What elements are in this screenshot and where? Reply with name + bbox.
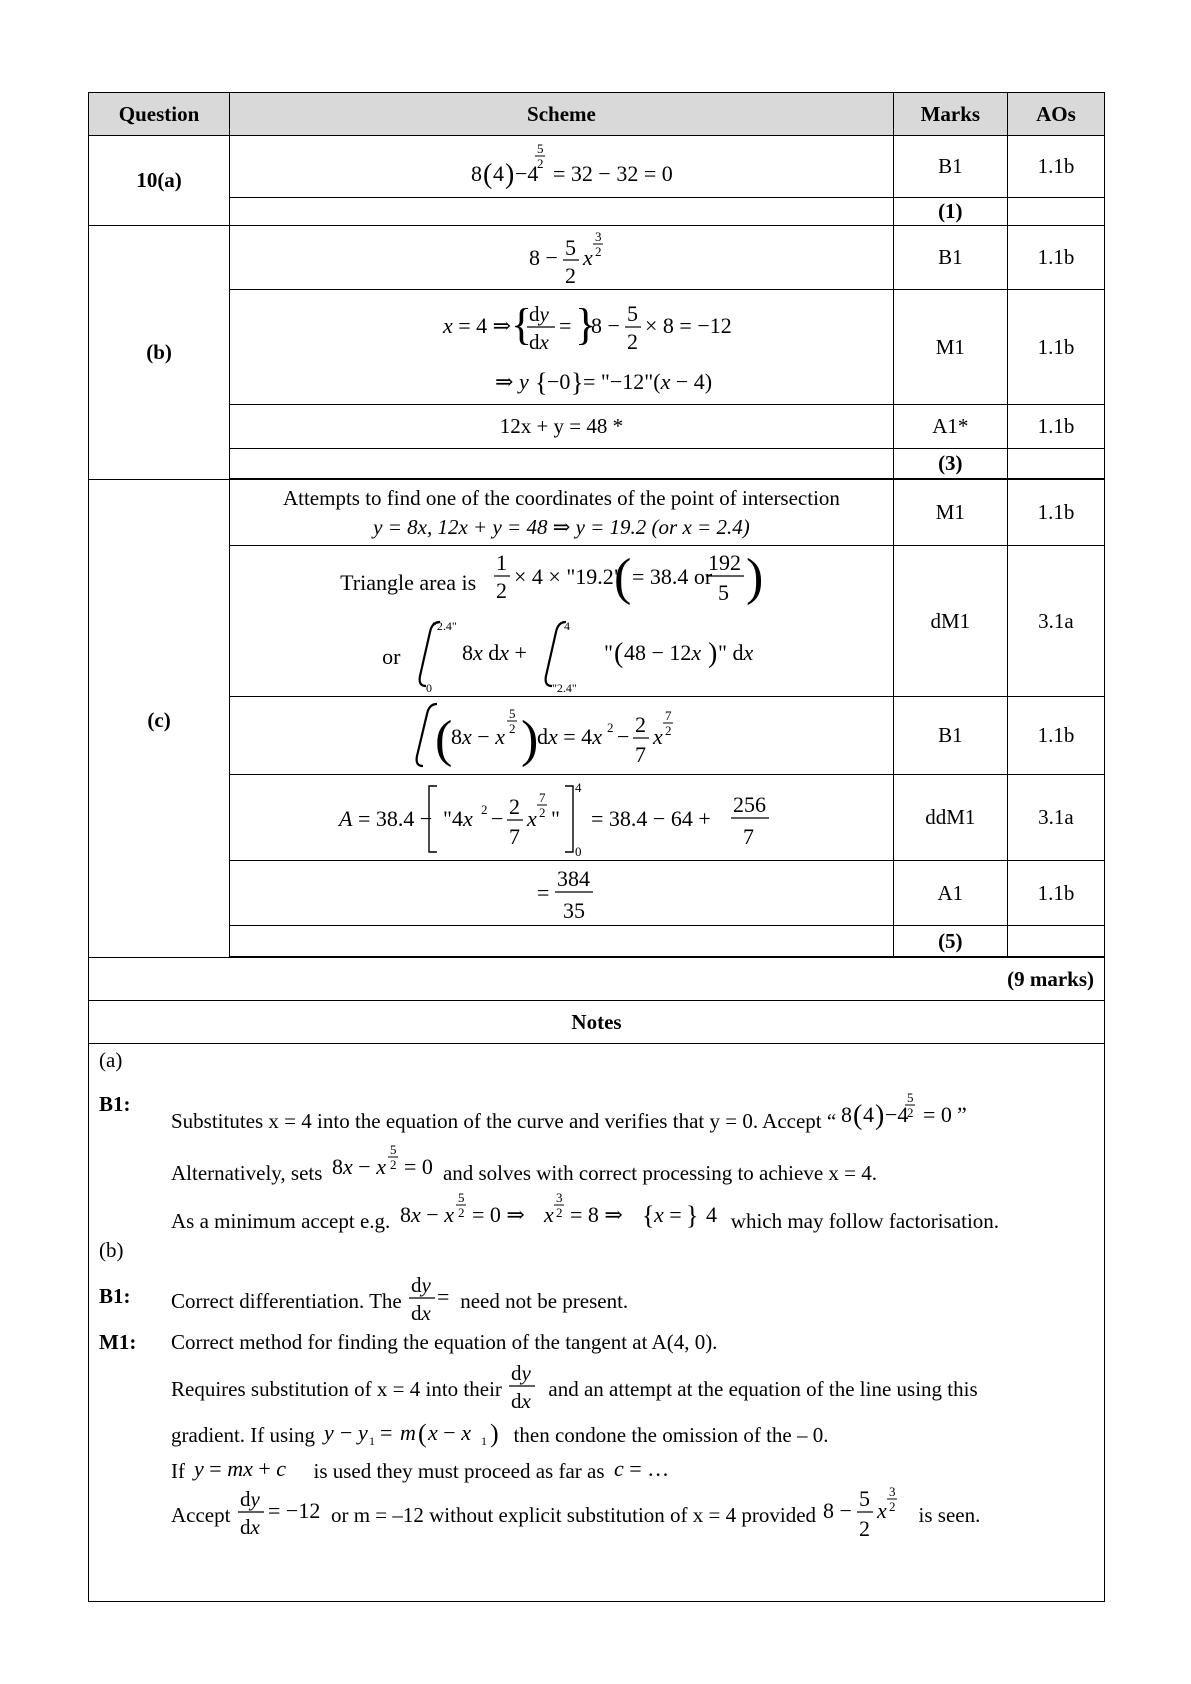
math-10c-area bbox=[230, 546, 893, 696]
svg-text:7: 7 bbox=[665, 707, 672, 723]
mark-scheme-table bbox=[88, 92, 1105, 1602]
math-note-dydx bbox=[407, 1270, 455, 1328]
total-marks: (9 marks) bbox=[89, 958, 1105, 1001]
svg-text:y: y bbox=[324, 1420, 335, 1445]
mark-10b-1: B1 bbox=[893, 226, 1007, 290]
notes-grad-text2: then condone the omission of the – 0. bbox=[513, 1423, 829, 1447]
ao-10c-4: 3.1a bbox=[1007, 775, 1104, 861]
svg-text:−: − bbox=[617, 723, 630, 749]
svg-text:2: 2 bbox=[889, 1499, 896, 1514]
math-10b-derivative bbox=[461, 227, 661, 289]
notes-if-text1: If bbox=[171, 1459, 185, 1483]
math-10c-final bbox=[501, 862, 621, 924]
svg-text:−4: −4 bbox=[885, 1102, 909, 1127]
svg-text:2: 2 bbox=[509, 793, 521, 819]
svg-text:dx = 4x: dx = 4x bbox=[537, 723, 603, 749]
ao-10b-1: 1.1b bbox=[1007, 226, 1104, 290]
svg-text:2: 2 bbox=[607, 719, 614, 735]
svg-text:=: = bbox=[436, 1284, 450, 1309]
ao-10c-2: 3.1a bbox=[1007, 546, 1104, 697]
svg-text:(: ( bbox=[614, 638, 624, 669]
notes-grad bbox=[171, 1414, 829, 1450]
notes-req-text1: Requires substitution of x = 4 into their bbox=[171, 1377, 502, 1401]
question-label-10b: (b) bbox=[89, 226, 230, 480]
svg-text:1: 1 bbox=[496, 550, 508, 575]
scheme-10c-area bbox=[230, 546, 894, 697]
svg-text:x: x bbox=[543, 1202, 554, 1227]
notes-acc-text1: Accept bbox=[171, 1503, 231, 1527]
svg-text:=: = bbox=[537, 880, 550, 905]
scheme-10b-tangent bbox=[230, 290, 894, 405]
svg-text:x: x bbox=[583, 244, 594, 270]
scheme-10c-intersection bbox=[230, 480, 894, 546]
svg-text:5: 5 bbox=[565, 234, 577, 260]
svg-text:2: 2 bbox=[859, 1516, 871, 1541]
svg-text:−0: −0 bbox=[547, 369, 571, 394]
row-total bbox=[89, 958, 1105, 1001]
svg-text:192: 192 bbox=[708, 550, 742, 575]
svg-text:}: } bbox=[571, 368, 584, 397]
svg-text:(: ( bbox=[853, 1100, 863, 1131]
svg-text:2: 2 bbox=[457, 1205, 465, 1220]
svg-text:x: x bbox=[527, 805, 538, 831]
scheme-10b-derivative bbox=[230, 226, 894, 290]
ao-10c-1: 1.1b bbox=[1007, 480, 1104, 546]
math-note-min bbox=[396, 1192, 726, 1236]
svg-text:x = 4 ⇒: x = 4 ⇒ bbox=[443, 313, 512, 338]
mark-10c-1: M1 bbox=[893, 480, 1007, 546]
math-note-point-slope bbox=[320, 1414, 508, 1450]
math-10c-area-result bbox=[321, 776, 801, 860]
notes-acc-text3: is seen. bbox=[918, 1503, 981, 1527]
svg-text:= −12: = −12 bbox=[267, 1498, 321, 1523]
svg-text:4: 4 bbox=[705, 1202, 717, 1227]
ao-10c-3: 1.1b bbox=[1007, 697, 1104, 775]
row-notes-header bbox=[89, 1001, 1105, 1044]
svg-text:7: 7 bbox=[743, 823, 755, 849]
svg-text:8: 8 bbox=[841, 1102, 853, 1127]
svg-text:48 − 12x: 48 − 12x bbox=[624, 640, 702, 665]
math-note-alt bbox=[328, 1144, 438, 1188]
scheme-10c-integral bbox=[230, 697, 894, 775]
row-10b-2 bbox=[89, 290, 1105, 405]
svg-text:4: 4 bbox=[564, 619, 571, 633]
notes-m1-label: M1: bbox=[99, 1330, 137, 1354]
svg-text:× 4 × "19.2": × 4 × "19.2" bbox=[514, 564, 623, 589]
scheme-10b-result: 12x + y = 48 * bbox=[230, 405, 894, 449]
svg-text:(: ( bbox=[418, 1419, 427, 1448]
ao-10a: 1.1b bbox=[1007, 136, 1104, 198]
svg-text:−4: −4 bbox=[515, 160, 539, 186]
svg-text:2: 2 bbox=[907, 1105, 914, 1120]
svg-text:": " bbox=[604, 640, 614, 665]
svg-text:}: } bbox=[575, 300, 597, 349]
notes-b1b-text1: Correct differentiation. The bbox=[171, 1289, 402, 1313]
svg-text:= 0: = 0 bbox=[923, 1102, 953, 1127]
svg-text:8x dx +: 8x dx + bbox=[462, 640, 528, 665]
notes-min bbox=[171, 1192, 999, 1236]
svg-text:5: 5 bbox=[389, 1144, 397, 1157]
svg-text:3: 3 bbox=[889, 1484, 896, 1499]
row-10a-subtotal bbox=[89, 198, 1105, 226]
svg-text:2: 2 bbox=[555, 1205, 563, 1220]
notes-part-a-label: (a) bbox=[99, 1048, 123, 1072]
svg-text:× 8 = −12: × 8 = −12 bbox=[645, 313, 733, 338]
mark-10b-2: M1 bbox=[893, 290, 1007, 405]
svg-text:dy: dy bbox=[529, 302, 550, 326]
svg-text:= 0 ⇒: = 0 ⇒ bbox=[471, 1202, 525, 1227]
svg-text:dx: dx bbox=[529, 330, 550, 354]
mark-10c-4: ddM1 bbox=[893, 775, 1007, 861]
notes-req-text2: and an attempt at the equation of the line using this bbox=[548, 1377, 978, 1401]
svg-text:"4x: "4x bbox=[443, 805, 474, 831]
header-row bbox=[89, 93, 1105, 136]
svg-text:): ) bbox=[505, 158, 515, 190]
svg-text:2: 2 bbox=[539, 804, 546, 820]
svg-text:−: − bbox=[491, 805, 504, 831]
row-10c-4 bbox=[89, 775, 1105, 861]
svg-text:= 0: = 0 bbox=[403, 1154, 433, 1179]
header-marks: Marks bbox=[893, 93, 1007, 136]
notes-title: Notes bbox=[89, 1001, 1105, 1044]
svg-text:2: 2 bbox=[389, 1157, 397, 1172]
svg-text:2: 2 bbox=[665, 722, 672, 738]
svg-text:x − x: x − x bbox=[428, 1420, 472, 1445]
svg-text:5: 5 bbox=[457, 1192, 465, 1205]
ao-10b-3: 1.1b bbox=[1007, 405, 1104, 449]
notes-grad-text1: gradient. If using bbox=[171, 1423, 316, 1447]
svg-text:2: 2 bbox=[635, 711, 647, 737]
svg-text:7: 7 bbox=[635, 741, 647, 767]
row-10b-3 bbox=[89, 405, 1105, 449]
header-question: Question bbox=[89, 93, 230, 136]
svg-text:x: x bbox=[653, 723, 664, 749]
svg-text:2: 2 bbox=[481, 801, 488, 817]
svg-text:(: ( bbox=[435, 710, 453, 768]
svg-text:5: 5 bbox=[627, 301, 639, 326]
scheme-10c-area-result bbox=[230, 775, 894, 861]
svg-text:= 38.4 or: = 38.4 or bbox=[632, 564, 713, 589]
notes-acc-text2: or m = –12 without explicit substitution of x = 4 provided bbox=[330, 1503, 817, 1527]
mark-10c-2: dM1 bbox=[893, 546, 1007, 697]
scheme-10c-intersection-line2: y = 8x, 12x + y = 48 ⇒ y = 19.2 (or x = 2.4) bbox=[373, 514, 750, 539]
svg-text:= 32 − 32 = 0: = 32 − 32 = 0 bbox=[553, 160, 674, 186]
svg-text:256: 256 bbox=[733, 791, 767, 817]
row-10a-1 bbox=[89, 136, 1105, 198]
svg-text:{: { bbox=[641, 1201, 655, 1230]
svg-text:⇒ y: ⇒ y bbox=[495, 369, 530, 394]
svg-text:7: 7 bbox=[509, 823, 521, 849]
svg-text:): ) bbox=[746, 549, 764, 606]
svg-text:2: 2 bbox=[509, 720, 516, 736]
svg-text:8x − x: 8x − x bbox=[331, 1154, 386, 1179]
notes-alt bbox=[171, 1144, 877, 1188]
svg-text:dy: dy bbox=[239, 1487, 260, 1511]
notes-req bbox=[171, 1358, 978, 1416]
svg-text:{: { bbox=[511, 300, 533, 349]
svg-text:4: 4 bbox=[863, 1102, 875, 1127]
svg-text:8 −: 8 − bbox=[529, 244, 559, 270]
svg-text:−: − bbox=[340, 1420, 353, 1445]
math-note-dydx-value bbox=[236, 1484, 326, 1544]
svg-text:4: 4 bbox=[575, 779, 582, 795]
svg-text:dx: dx bbox=[410, 1301, 431, 1325]
svg-text:384: 384 bbox=[557, 866, 591, 891]
triangle-area-prefix: Triangle area is bbox=[340, 570, 477, 595]
svg-text:dx: dx bbox=[239, 1515, 260, 1539]
svg-text:): ) bbox=[521, 710, 539, 768]
or-text: or bbox=[382, 644, 401, 669]
svg-text:dy: dy bbox=[410, 1273, 431, 1297]
svg-text:3: 3 bbox=[555, 1192, 563, 1205]
svg-text:x =: x = bbox=[653, 1202, 682, 1227]
row-10b-subtotal bbox=[89, 449, 1105, 479]
notes-min-text2: which may follow factorisation. bbox=[730, 1209, 1000, 1233]
row-10c-3 bbox=[89, 697, 1105, 775]
svg-text:5: 5 bbox=[537, 140, 544, 156]
scheme-10a-verify bbox=[230, 136, 894, 198]
notes-part-b-label: (b) bbox=[99, 1238, 124, 1262]
svg-text:4: 4 bbox=[493, 160, 505, 186]
notes-alt-text1: Alternatively, sets bbox=[171, 1161, 323, 1185]
notes-b1b bbox=[171, 1270, 628, 1328]
math-10a bbox=[411, 137, 711, 197]
ao-10b-2: 1.1b bbox=[1007, 290, 1104, 405]
notes-m1-text: Correct method for finding the equation of the tangent at A(4, 0). bbox=[171, 1330, 718, 1354]
svg-text:"2.4": "2.4" bbox=[432, 619, 457, 633]
svg-text:(: ( bbox=[483, 158, 493, 190]
svg-text:{: { bbox=[535, 368, 548, 397]
header-aos: AOs bbox=[1007, 93, 1104, 136]
svg-text:2: 2 bbox=[565, 262, 577, 288]
svg-text:8 −: 8 − bbox=[591, 313, 621, 338]
svg-text:5: 5 bbox=[509, 705, 516, 721]
svg-text:35: 35 bbox=[563, 898, 586, 923]
question-label-10c: (c) bbox=[89, 480, 230, 958]
svg-text:8x − x: 8x − x bbox=[451, 723, 506, 749]
svg-text:y = mx + c: y = mx + c bbox=[194, 1456, 287, 1481]
svg-text:c = …: c = … bbox=[613, 1456, 669, 1481]
svg-text:5: 5 bbox=[859, 1486, 871, 1511]
notes-b1a-text1: Substitutes x = 4 into the equation of the curve and verifies that y = 0. Accept “ bbox=[171, 1109, 837, 1133]
mark-10b-3: A1* bbox=[893, 405, 1007, 449]
mark-10c-5: A1 bbox=[893, 861, 1007, 926]
svg-text:"2.4": "2.4" bbox=[552, 681, 577, 695]
mark-10c-3: B1 bbox=[893, 697, 1007, 775]
svg-text:”: ” bbox=[957, 1102, 968, 1127]
mark-10a: B1 bbox=[893, 136, 1007, 198]
svg-text:m: m bbox=[400, 1420, 417, 1445]
notes-accept bbox=[171, 1484, 980, 1544]
notes-if bbox=[171, 1454, 686, 1484]
svg-text:5: 5 bbox=[718, 580, 730, 605]
svg-text:8: 8 bbox=[471, 160, 483, 186]
svg-text:=: = bbox=[559, 313, 572, 338]
svg-text:0: 0 bbox=[575, 843, 582, 859]
math-note-dydx-2 bbox=[507, 1358, 543, 1416]
svg-text:2: 2 bbox=[496, 578, 508, 603]
svg-text:=: = bbox=[380, 1420, 393, 1445]
row-10c-1 bbox=[89, 480, 1105, 546]
scheme-10c-final bbox=[230, 861, 894, 926]
notes-if-text2: is used they must proceed as far as bbox=[313, 1459, 605, 1483]
svg-text:8x − x: 8x − x bbox=[399, 1202, 454, 1227]
math-10b-tangent bbox=[361, 291, 761, 403]
scheme-10c-intersection-line1: Attempts to find one of the coordinates of the point of intersection bbox=[282, 485, 840, 510]
svg-text:1: 1 bbox=[369, 1434, 376, 1448]
svg-text:5: 5 bbox=[907, 1092, 914, 1105]
svg-text:x: x bbox=[877, 1498, 888, 1523]
header-scheme: Scheme bbox=[230, 93, 894, 136]
svg-text:2: 2 bbox=[595, 243, 602, 259]
mark-scheme-sheet bbox=[88, 92, 1105, 1602]
ao-10c-5: 1.1b bbox=[1007, 861, 1104, 926]
row-10b-1 bbox=[89, 226, 1105, 290]
svg-text:8 −: 8 − bbox=[823, 1498, 853, 1523]
subtotal-10b: (3) bbox=[893, 449, 1007, 479]
math-note-accept bbox=[841, 1092, 981, 1136]
notes-alt-text2: and solves with correct processing to achieve x = 4. bbox=[442, 1161, 877, 1185]
svg-text:= "−12"(x − 4): = "−12"(x − 4) bbox=[583, 369, 713, 394]
subtotal-10c: (5) bbox=[893, 926, 1007, 957]
notes-b1b-label: B1: bbox=[99, 1284, 131, 1308]
math-10c-integral bbox=[411, 698, 711, 774]
svg-text:": " bbox=[551, 805, 561, 831]
math-note-line bbox=[190, 1454, 308, 1484]
row-10c-subtotal bbox=[89, 926, 1105, 957]
row-10c-2 bbox=[89, 546, 1105, 697]
svg-text:0: 0 bbox=[426, 681, 433, 695]
svg-text:}: } bbox=[685, 1201, 699, 1230]
math-note-c bbox=[610, 1454, 686, 1484]
svg-text:dy: dy bbox=[511, 1361, 531, 1385]
svg-text:): ) bbox=[875, 1100, 885, 1131]
svg-text:" dx: " dx bbox=[718, 640, 754, 665]
notes-b1b-text2: need not be present. bbox=[460, 1289, 629, 1313]
notes-b1a-text bbox=[171, 1092, 981, 1136]
notes-min-text1: As a minimum accept e.g. bbox=[171, 1209, 391, 1233]
svg-text:dx: dx bbox=[511, 1389, 531, 1413]
svg-text:1: 1 bbox=[481, 1434, 488, 1448]
subtotal-10a: (1) bbox=[893, 198, 1007, 226]
svg-text:): ) bbox=[708, 638, 718, 669]
notes-b1a-label: B1: bbox=[99, 1092, 131, 1116]
row-notes bbox=[89, 1044, 1105, 1602]
svg-text:y: y bbox=[358, 1420, 369, 1445]
notes-body bbox=[89, 1044, 1104, 1601]
svg-text:7: 7 bbox=[539, 789, 546, 805]
svg-text:3: 3 bbox=[595, 228, 602, 244]
svg-text:2: 2 bbox=[627, 329, 639, 354]
math-note-derivative bbox=[821, 1484, 913, 1544]
svg-text:(: ( bbox=[614, 549, 632, 606]
svg-text:= 8 ⇒: = 8 ⇒ bbox=[569, 1202, 623, 1227]
svg-text:= 38.4 − 64 +: = 38.4 − 64 + bbox=[591, 805, 712, 831]
svg-text:A = 38.4 −: A = 38.4 − bbox=[339, 805, 433, 831]
row-10c-5 bbox=[89, 861, 1105, 926]
svg-text:): ) bbox=[490, 1419, 499, 1448]
question-label-10a: 10(a) bbox=[89, 136, 230, 226]
svg-text:2: 2 bbox=[537, 155, 544, 171]
